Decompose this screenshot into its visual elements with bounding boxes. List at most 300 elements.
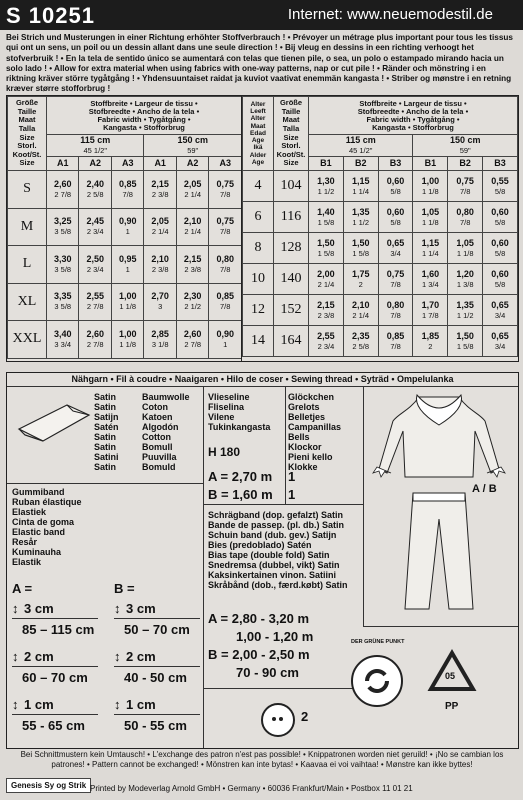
interfacing-list	[208, 392, 270, 432]
meters-value: 1,70	[421, 299, 440, 310]
meters-value: 1,20	[456, 268, 474, 279]
column-header: B2	[448, 157, 483, 171]
yards-value: 1	[125, 264, 130, 274]
elastic-length: 60 – 70 cm	[22, 670, 88, 685]
width-115: 115 cm 45 1/2"	[309, 135, 413, 157]
meters-value: 0,75	[216, 178, 234, 189]
yardage-cell	[413, 233, 448, 264]
yardage-cell	[343, 295, 378, 326]
elastic-a-label: A =	[12, 581, 33, 596]
yardage-cell	[79, 283, 111, 321]
width-arrow-icon: ↕	[12, 697, 19, 712]
elastic-item: Kuminauha	[12, 547, 62, 557]
meters-value: 2,15	[183, 253, 202, 264]
table-row	[8, 246, 242, 284]
yards-value: 2 7/8	[86, 339, 104, 349]
yardage-cell	[111, 208, 143, 246]
thread-cotton-list	[142, 392, 190, 472]
column-header: A3	[111, 157, 143, 171]
table-row	[243, 295, 518, 326]
meters-value: 2,35	[351, 330, 370, 341]
bells-item: Grelots	[288, 402, 320, 412]
fabric-header-line: Stoffbreite • Largeur de tissu •	[90, 98, 198, 108]
yards-value: 1 7/8	[422, 310, 439, 320]
yardage-cell	[309, 233, 344, 264]
meters-value: 3,25	[53, 216, 72, 227]
meters-value: 2,05	[183, 178, 202, 189]
elastic-item: Resår	[12, 537, 38, 547]
meters-value: 0,75	[456, 175, 474, 186]
yardage-cell	[47, 171, 79, 209]
bells-item: Pieni kello	[288, 452, 333, 462]
yardage-cell	[413, 264, 448, 295]
yards-value: 3	[158, 302, 163, 312]
width-arrow-icon: ↕	[12, 601, 19, 616]
yards-value: 5/8	[494, 186, 506, 196]
age-header-line: Alter	[250, 100, 266, 108]
yards-value: 2 5/8	[86, 189, 104, 199]
yards-value: 2 3/4	[86, 227, 104, 237]
green-dot-logo-text: DER GRÜNE PUNKT	[351, 639, 405, 645]
adult-yardage-box	[6, 95, 243, 362]
yardage-cell	[309, 202, 344, 233]
yardage-cell	[448, 295, 483, 326]
thread-item: Satin	[94, 432, 117, 442]
fabric-width-header	[309, 97, 518, 135]
yards-value: 7/8	[390, 310, 401, 320]
meters-value: 0,85	[216, 291, 234, 302]
meters-value: 0,60	[491, 268, 509, 279]
size-header-line: Taille	[281, 106, 301, 116]
bells-item: Klokke	[288, 462, 318, 472]
age-cell: 14	[243, 326, 274, 357]
bias-item: Bies (predoblado) Satén	[208, 540, 312, 550]
pattern-code: S 10251	[6, 3, 95, 28]
meters-value: 1,00	[118, 291, 137, 302]
bias-b-2: 70 - 90 cm	[236, 665, 299, 680]
size-header-line: Talla	[18, 123, 36, 133]
yardage-cell	[176, 321, 208, 359]
size-cell: 140	[274, 264, 309, 295]
yardage-cell	[144, 283, 176, 321]
meters-value: 3,35	[53, 291, 72, 302]
meters-value: 1,85	[421, 330, 440, 341]
thread-item: Cotton	[142, 432, 171, 442]
yardage-cell	[309, 326, 344, 357]
no-exchange-notice: Bei Schnittmustern kein Umtausch! • L'exchange des patron n'est pas possible! • Knippatronen worden niet geruild! • ¡No se cambian los patrones! • Pattern cannot be exchanged! • Mönstren kan inte bytas! • Kaavaa ei voi vaihtaa! • Mønstre kan ikke byttes!	[20, 750, 504, 769]
width-115: 115 cm 45 1/2"	[47, 135, 144, 157]
column-header: B3	[378, 157, 413, 171]
yardage-cell	[343, 264, 378, 295]
elastic-width: 2 cm	[126, 649, 156, 664]
size-cell: XXL	[8, 321, 47, 359]
age-header-line: Alter	[250, 115, 266, 123]
yards-value: 2 1/4	[317, 279, 335, 289]
meters-value: 1,50	[456, 330, 474, 341]
table-row	[243, 233, 518, 264]
child-yardage-box	[241, 95, 519, 362]
size-cell: 164	[274, 326, 309, 357]
internet-address: Internet: www.neuemodestil.de	[287, 6, 493, 23]
yards-value: 7/8	[459, 217, 471, 227]
yards-value: 5/8	[494, 279, 506, 289]
yards-value: 3/4	[390, 248, 401, 258]
meters-value: 3,30	[53, 253, 72, 264]
yardage-cell	[79, 208, 111, 246]
meters-value: 2,15	[317, 299, 335, 310]
yards-value: 1	[223, 339, 228, 349]
elastic-length: 55 - 65 cm	[22, 718, 85, 733]
meters-value: 0,65	[491, 330, 509, 341]
yards-value: 1 3/4	[422, 279, 439, 289]
size-header-line: Size	[19, 158, 35, 168]
yardage-cell	[176, 208, 208, 246]
thread-item: Satin	[94, 392, 117, 402]
table-row	[8, 283, 242, 321]
meters-value: 1,05	[456, 237, 474, 248]
yardage-cell	[448, 202, 483, 233]
fabric-width-header	[47, 97, 242, 135]
bias-item: Bias tape (double fold) Satin	[208, 550, 330, 560]
yardage-cell	[309, 264, 344, 295]
yards-value: 1 1/2	[317, 186, 335, 196]
yards-value: 2 1/4	[184, 227, 202, 237]
yardage-cell	[111, 246, 143, 284]
pp-label: PP	[445, 701, 459, 712]
meters-value: 1,00	[118, 328, 137, 339]
yardage-cell	[111, 171, 143, 209]
yards-value: 5/8	[390, 186, 401, 196]
column-header: B3	[483, 157, 518, 171]
yardage-cell	[176, 171, 208, 209]
fabric-header-line: Kangasta • Stofforbrug	[103, 122, 185, 132]
meters-value: 1,30	[317, 175, 335, 186]
elastic-width: 1 cm	[126, 697, 156, 712]
bias-tape-list	[208, 510, 348, 590]
yardage-cell	[176, 246, 208, 284]
thread-item: Algodón	[142, 422, 179, 432]
yardage-cell	[47, 246, 79, 284]
fabric-header-line: Kangasta • Stofforbrug	[372, 122, 454, 132]
size-header	[8, 97, 47, 171]
yards-value: 3 5/8	[54, 264, 72, 274]
size-header-line: Size	[283, 158, 299, 168]
meters-value: 1,05	[421, 206, 440, 217]
elastic-list	[12, 487, 82, 567]
yardage-cell	[413, 326, 448, 357]
age-cell: 8	[243, 233, 274, 264]
meters-value: 1,15	[351, 175, 370, 186]
yards-value: 2 5/8	[352, 341, 370, 351]
yardage-cell	[378, 326, 413, 357]
size-header-line: Taille	[17, 106, 37, 116]
yardage-cell	[413, 295, 448, 326]
thread-item: Baumwolle	[142, 392, 190, 402]
table-row	[243, 264, 518, 295]
yardage-cell	[309, 171, 344, 202]
yards-value: 2 3/8	[317, 310, 335, 320]
interfacing-item: Vlieseline	[208, 392, 250, 402]
yards-value: 1 1/4	[422, 248, 439, 258]
bias-item: Skråbånd (dob., færd.købt) Satin	[208, 580, 348, 590]
bias-a-2: 1,00 - 1,20 m	[236, 629, 314, 644]
column-header: A2	[176, 157, 208, 171]
adult-yardage-table	[7, 96, 242, 359]
width-arrow-icon: ↕	[114, 697, 121, 712]
yardage-cell	[413, 202, 448, 233]
bias-a-1: A = 2,80 - 3,20 m	[208, 611, 310, 626]
table-row	[8, 321, 242, 359]
meters-value: 2,85	[151, 328, 169, 339]
meters-value: 0,85	[386, 330, 405, 341]
column-header: B1	[309, 157, 344, 171]
yardage-cell	[483, 264, 518, 295]
column-header: B2	[343, 157, 378, 171]
age-header-line: Age	[251, 137, 265, 145]
elastic-item: Gummiband	[12, 487, 65, 497]
meters-value: 1,50	[317, 237, 335, 248]
yards-value: 7/8	[219, 189, 231, 199]
elastic-length: 85 – 115 cm	[22, 622, 95, 637]
meters-value: 1,75	[351, 268, 370, 279]
bells-item: Campanillas	[288, 422, 342, 432]
yards-value: 3 5/8	[54, 227, 72, 237]
yards-value: 1 3/8	[456, 279, 474, 289]
yardage-cell	[144, 321, 176, 359]
green-dot-recycle-icon	[347, 651, 407, 711]
elastic-item: Cinta de goma	[12, 517, 75, 527]
table-row	[8, 208, 242, 246]
yards-value: 1 1/8	[422, 186, 439, 196]
meters-value: 0,65	[386, 237, 405, 248]
yards-value: 1 5/8	[317, 248, 335, 258]
meters-value: 2,55	[317, 330, 335, 341]
interfacing-item: Vilene	[208, 412, 235, 422]
yardage-cell	[448, 233, 483, 264]
age-header-line: Ikä	[253, 144, 263, 152]
yardage-cell	[47, 283, 79, 321]
yards-value: 7/8	[122, 189, 133, 199]
trousers-sketch	[399, 489, 479, 613]
age-header-line: Age	[251, 159, 265, 167]
elastic-item: Elastic band	[12, 527, 66, 537]
bias-item: Schrägband (dop. gefalzt) Satin	[208, 510, 344, 520]
yardage-cell	[79, 171, 111, 209]
elastic-width: 1 cm	[24, 697, 54, 712]
yardage-cell	[209, 171, 242, 209]
meters-value: 0,80	[456, 206, 474, 217]
yardage-cell	[483, 326, 518, 357]
meters-value: 2,45	[86, 216, 104, 227]
table-row	[243, 171, 518, 202]
yards-value: 7/8	[219, 264, 231, 274]
yards-value: 1 1/4	[352, 186, 370, 196]
yardage-cell	[144, 246, 176, 284]
yards-value: 1	[125, 227, 130, 237]
yardage-cell	[483, 295, 518, 326]
blouse-sketch	[369, 391, 509, 481]
bells-item: Klockor	[288, 442, 322, 452]
yards-value: 1 5/8	[317, 217, 335, 227]
yards-value: 3 5/8	[54, 302, 72, 312]
thread-item: Satin	[94, 462, 117, 472]
size-header-line: Maat	[18, 115, 36, 125]
width-arrow-icon: ↕	[12, 649, 19, 664]
yards-value: 2	[358, 279, 363, 289]
yards-value: 1 1/2	[456, 310, 474, 320]
yardage-cell	[209, 246, 242, 284]
yards-value: 3/4	[494, 341, 506, 351]
thread-item: Bomuld	[142, 462, 176, 472]
bells-b: 1	[288, 487, 296, 502]
retailer-stamp: Genesis Sy og Strik	[6, 778, 91, 793]
yardage-cell	[309, 295, 344, 326]
bells-item: Belletjes	[288, 412, 326, 422]
meters-value: 2,15	[151, 178, 169, 189]
elastic-length: 50 - 55 cm	[124, 718, 187, 733]
interfacing-code: H 180	[208, 445, 241, 459]
meters-value: 2,55	[86, 291, 104, 302]
meters-value: 0,95	[118, 253, 137, 264]
yardage-cell	[343, 326, 378, 357]
meters-value: 2,50	[86, 253, 104, 264]
size-header-line: Size	[19, 132, 35, 142]
yardage-cell	[448, 171, 483, 202]
thread-item: Satén	[94, 422, 119, 432]
yardage-cell	[47, 321, 79, 359]
thread-item: Satin	[94, 442, 117, 452]
yards-value: 3 1/8	[151, 339, 169, 349]
yards-value: 2 3/8	[151, 189, 169, 199]
yardage-cell	[378, 202, 413, 233]
table-row	[243, 326, 518, 357]
meters-value: 0,90	[216, 328, 234, 339]
yardage-cell	[144, 208, 176, 246]
column-header: A3	[209, 157, 242, 171]
thread-spool-icon	[15, 397, 95, 447]
meters-value: 0,85	[118, 178, 137, 189]
size-header-line: Größe	[279, 98, 303, 108]
width-arrow-icon: ↕	[114, 601, 121, 616]
bias-item: Bande de passep. (pl. db.) Satin	[208, 520, 345, 530]
yards-value: 7/8	[459, 186, 471, 196]
elastic-item: Elastik	[12, 557, 42, 567]
yardage-cell	[483, 233, 518, 264]
column-header: A1	[144, 157, 176, 171]
interfacing-a: A = 2,70 m	[208, 469, 273, 484]
bias-item: Schuin band (dub. gev.) Satijn	[208, 530, 337, 540]
age-header	[243, 97, 274, 171]
thread-item: Satini	[94, 452, 119, 462]
bells-item: Bells	[288, 432, 310, 442]
meters-value: 1,60	[421, 268, 440, 279]
size-cell: 152	[274, 295, 309, 326]
yardage-cell	[111, 321, 143, 359]
size-header-line: Storl.	[17, 141, 37, 151]
yards-value: 1 1/8	[119, 339, 137, 349]
elastic-item: Elastiek	[12, 507, 47, 517]
yardage-cell	[378, 295, 413, 326]
size-cell: M	[8, 208, 47, 246]
column-header: A1	[47, 157, 79, 171]
fabric-header-line: Stofbreedte • Ancho de la tela •	[357, 106, 469, 116]
meters-value: 2,40	[86, 178, 104, 189]
size-cell: S	[8, 171, 47, 209]
meters-value: 0,65	[491, 299, 509, 310]
yards-value: 2 1/2	[184, 302, 202, 312]
child-yardage-table	[242, 96, 518, 357]
thread-header: Nähgarn • Fil à coudre • Naaigaren • Hilo de coser • Sewing thread • Syträd • Ompelulanka	[7, 373, 518, 387]
meters-value: 1,50	[351, 237, 370, 248]
yards-value: 2 1/4	[352, 310, 370, 320]
bells-item: Glöckchen	[288, 392, 335, 402]
meters-value: 0,80	[386, 299, 405, 310]
yards-value: 7/8	[219, 302, 231, 312]
fabric-header-line: Fabric width • Tygåtgång •	[97, 114, 191, 124]
yards-value: 1 1/2	[352, 217, 370, 227]
yards-value: 5/8	[494, 217, 506, 227]
meters-value: 0,75	[216, 216, 234, 227]
yards-value: 5/8	[390, 217, 401, 227]
yards-value: 7/8	[390, 341, 401, 351]
size-cell: 128	[274, 233, 309, 264]
yardage-cell	[209, 283, 242, 321]
bells-a: 1	[288, 469, 296, 484]
yards-value: 2 3/8	[184, 264, 202, 274]
yards-value: 1 5/8	[456, 341, 474, 351]
elastic-width: 3 cm	[126, 601, 156, 616]
yards-value: 2 1/4	[151, 227, 169, 237]
yardage-cell	[144, 171, 176, 209]
meters-value: 1,00	[421, 175, 440, 186]
notions-box	[6, 372, 519, 749]
meters-value: 2,10	[351, 299, 370, 310]
direction-notice: Bei Strich und Musterungen in einer Richtung erhöhter Stoffverbrauch ! • Prévoyer un métrage plus important pour tous les tissus qui ont un sens, un poil ou un dessin allant dans une seule direction ! • Bij vleug en dessins in een richting verhoogt het stofverbruik ! • En la tela de sentido único se aumentará con telas que tienen pile, o sea, un polo o estampado mirando hacia un solo lado ! • Allow for extra material when using fabrics with one-way patterns, nap or cut pile ! • Ränder och mönstring i en riktning kräver större tygåtgång ! • Yhdensuuntaiset raidat ja kuviot vaativat enemmän kangasta ! • Striber og mønstre i en retning kræver større stofforbrug !	[6, 33, 513, 94]
elastic-width: 3 cm	[24, 601, 54, 616]
thread-item: Coton	[142, 402, 168, 412]
meters-value: 2,70	[151, 291, 169, 302]
yards-value: 7/8	[390, 279, 401, 289]
yardage-cell	[79, 321, 111, 359]
yards-value: 2 1/4	[184, 189, 202, 199]
age-cell: 12	[243, 295, 274, 326]
bells-list	[288, 392, 341, 472]
age-header-line: Leeft	[250, 107, 266, 115]
size-cell: 104	[274, 171, 309, 202]
printer-line: Printed by Modeverlag Arnold GmbH • Germany • 60036 Frankfurt/Main • Postbox 11 01 21	[90, 784, 413, 793]
yardage-cell	[448, 264, 483, 295]
fabric-header-line: Stoffbreite • Largeur de tissu •	[359, 98, 467, 108]
age-cell: 4	[243, 171, 274, 202]
size-header-line: Koot/St.	[12, 149, 42, 159]
table-row	[8, 171, 242, 209]
yards-value: 2 7/8	[184, 339, 202, 349]
width-150: 150 cm 59"	[413, 135, 518, 157]
yardage-cell	[378, 171, 413, 202]
yardage-cell	[343, 171, 378, 202]
table-row	[243, 202, 518, 233]
yards-value: 3/4	[494, 310, 506, 320]
fabric-header-line: Fabric width • Tygåtgång •	[366, 114, 460, 124]
yardage-cell	[483, 202, 518, 233]
header-bar	[0, 0, 523, 30]
meters-value: 1,35	[351, 206, 370, 217]
fabric-header-line: Stofbreedte • Ancho de la tela •	[88, 106, 200, 116]
button-count: 2	[301, 709, 309, 724]
meters-value: 0,55	[491, 175, 509, 186]
bias-b-1: B = 2,00 - 2,50 m	[208, 647, 310, 662]
yardage-cell	[111, 283, 143, 321]
